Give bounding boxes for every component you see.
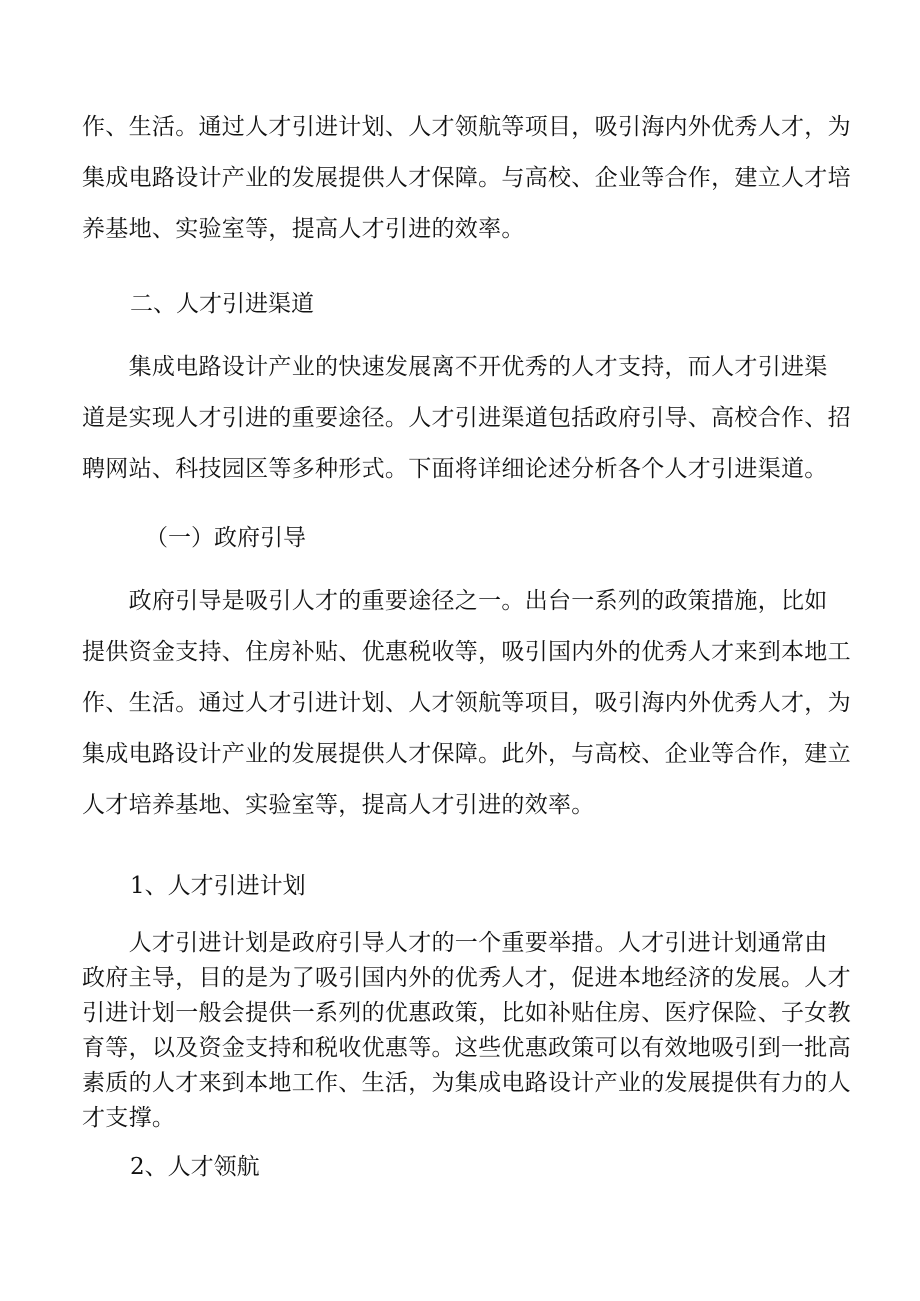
paragraph-line: 人才引进计划是政府引导人才的一个重要举措。人才引进计划通常由	[82, 930, 828, 956]
intro-paragraph	[82, 102, 851, 255]
paragraph-line: 聘网站、科技园区等多种形式。下面将详细论述分析各个人才引进渠道。	[82, 456, 828, 482]
paragraph-line: 政府主导，目的是为了吸引国内外的优秀人才，促进本地经济的发展。人才	[82, 965, 851, 991]
paragraph-line: 作、生活。通过人才引进计划、人才领航等项目，吸引海内外优秀人才，为	[82, 690, 851, 716]
item-heading-talent-introduction-plan: 1、人才引进计划	[130, 873, 306, 899]
item-one-paragraph	[82, 926, 851, 1136]
paragraph-line: 素质的人才来到本地工作、生活，为集成电路设计产业的发展提供有力的人	[82, 1070, 851, 1096]
paragraph-line: 集成电路设计产业的发展提供人才保障。与高校、企业等合作，建立人才培	[82, 165, 851, 191]
paragraph-line: 育等，以及资金支持和税收优惠等。这些优惠政策可以有效地吸引到一批高	[82, 1035, 851, 1061]
paragraph-line: 道是实现人才引进的重要途径。人才引进渠道包括政府引导、高校合作、招	[82, 405, 851, 431]
subsection-one-paragraph	[82, 576, 851, 831]
paragraph-line: 政府引导是吸引人才的重要途径之一。出台一系列的政策措施，比如	[82, 588, 828, 614]
paragraph-line: 人才培养基地、实验室等，提高人才引进的效率。	[82, 792, 595, 818]
paragraph-line: 养基地、实验室等，提高人才引进的效率。	[82, 216, 525, 242]
paragraph-line: 引进计划一般会提供一系列的优惠政策，比如补贴住房、医疗保险、子女教	[82, 1000, 851, 1026]
paragraph-line: 作、生活。通过人才引进计划、人才领航等项目，吸引海内外优秀人才，为	[82, 114, 851, 140]
item-heading-talent-leadership: 2、人才领航	[130, 1154, 260, 1180]
paragraph-line: 提供资金支持、住房补贴、优惠税收等，吸引国内外的优秀人才来到本地工	[82, 639, 851, 665]
subsection-heading-government-guidance: （一）政府引导	[145, 525, 306, 551]
section-heading-talent-channels: 二、人才引进渠道	[130, 291, 314, 317]
paragraph-line: 集成电路设计产业的发展提供人才保障。此外，与高校、企业等合作，建立	[82, 741, 851, 767]
paragraph-line: 才支撑。	[82, 1105, 176, 1131]
paragraph-line: 集成电路设计产业的快速发展离不开优秀的人才支持，而人才引进渠	[82, 354, 828, 380]
section-two-paragraph	[82, 342, 851, 495]
